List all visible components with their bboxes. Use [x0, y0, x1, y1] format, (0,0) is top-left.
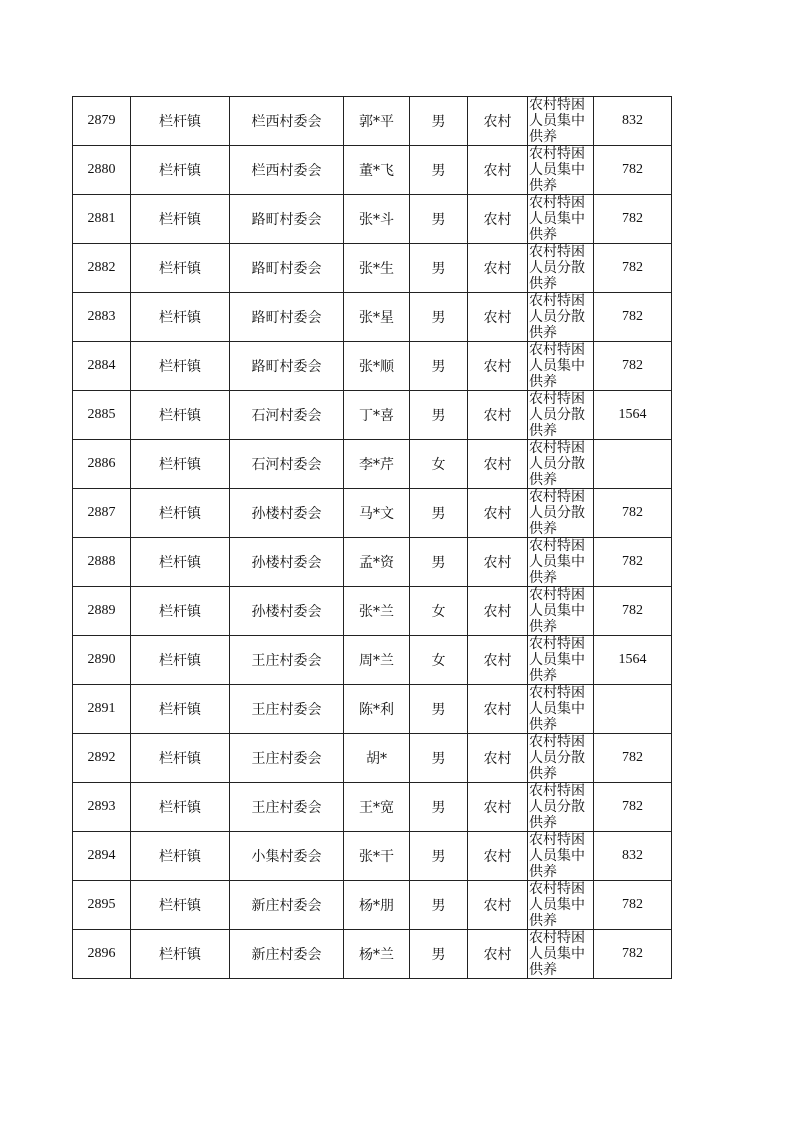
table-row — [73, 97, 672, 146]
table-row — [73, 195, 672, 244]
town-cell: 栏杆镇 — [131, 293, 230, 342]
support-category-text: 农村特困人员集中供养 — [529, 195, 585, 243]
town-cell: 栏杆镇 — [131, 538, 230, 587]
village-committee-cell: 王庄村委会 — [230, 734, 344, 783]
amount-cell — [594, 685, 672, 734]
person-name-cell: 李*芹 — [344, 440, 410, 489]
village-committee-cell: 石河村委会 — [230, 440, 344, 489]
person-name-cell: 郭*平 — [344, 97, 410, 146]
serial-number-cell: 2887 — [73, 489, 131, 538]
area-type-cell: 农村 — [468, 636, 528, 685]
town-cell: 栏杆镇 — [131, 440, 230, 489]
person-name-cell: 张*斗 — [344, 195, 410, 244]
serial-number-cell: 2882 — [73, 244, 131, 293]
table-row — [73, 440, 672, 489]
amount-cell: 832 — [594, 832, 672, 881]
town-cell: 栏杆镇 — [131, 97, 230, 146]
amount-cell — [594, 440, 672, 489]
serial-number-cell: 2879 — [73, 97, 131, 146]
village-committee-cell: 孙楼村委会 — [230, 489, 344, 538]
area-type-cell: 农村 — [468, 97, 528, 146]
amount-cell: 832 — [594, 97, 672, 146]
support-category-text: 农村特困人员集中供养 — [529, 881, 585, 929]
support-category-cell — [528, 783, 594, 832]
amount-cell: 782 — [594, 146, 672, 195]
support-category-cell — [528, 391, 594, 440]
person-name-cell: 张*星 — [344, 293, 410, 342]
area-type-cell: 农村 — [468, 881, 528, 930]
village-committee-cell: 栏西村委会 — [230, 97, 344, 146]
support-category-text: 农村特困人员分散供养 — [529, 391, 585, 439]
table-row — [73, 244, 672, 293]
amount-cell: 782 — [594, 489, 672, 538]
area-type-cell: 农村 — [468, 734, 528, 783]
amount-cell: 782 — [594, 538, 672, 587]
gender-cell: 男 — [410, 930, 468, 979]
village-committee-cell: 栏西村委会 — [230, 146, 344, 195]
gender-cell: 男 — [410, 244, 468, 293]
gender-cell: 男 — [410, 146, 468, 195]
support-category-cell — [528, 734, 594, 783]
town-cell: 栏杆镇 — [131, 832, 230, 881]
serial-number-cell: 2889 — [73, 587, 131, 636]
person-name-cell: 杨*兰 — [344, 930, 410, 979]
gender-cell: 女 — [410, 636, 468, 685]
support-category-text: 农村特困人员集中供养 — [529, 685, 585, 733]
town-cell: 栏杆镇 — [131, 195, 230, 244]
area-type-cell: 农村 — [468, 538, 528, 587]
area-type-cell: 农村 — [468, 391, 528, 440]
person-name-cell: 张*干 — [344, 832, 410, 881]
support-category-text: 农村特困人员集中供养 — [529, 97, 585, 145]
table-row — [73, 146, 672, 195]
gender-cell: 男 — [410, 832, 468, 881]
person-name-cell: 王*宽 — [344, 783, 410, 832]
table-body — [73, 97, 672, 979]
amount-cell: 782 — [594, 930, 672, 979]
support-category-cell — [528, 97, 594, 146]
area-type-cell: 农村 — [468, 685, 528, 734]
support-category-cell — [528, 930, 594, 979]
table-row — [73, 832, 672, 881]
relief-recipients-table — [72, 96, 672, 979]
serial-number-cell: 2891 — [73, 685, 131, 734]
town-cell: 栏杆镇 — [131, 734, 230, 783]
town-cell: 栏杆镇 — [131, 881, 230, 930]
village-committee-cell: 路町村委会 — [230, 195, 344, 244]
serial-number-cell: 2880 — [73, 146, 131, 195]
gender-cell: 男 — [410, 391, 468, 440]
amount-cell: 1564 — [594, 391, 672, 440]
town-cell: 栏杆镇 — [131, 146, 230, 195]
support-category-cell — [528, 685, 594, 734]
village-committee-cell: 路町村委会 — [230, 293, 344, 342]
town-cell: 栏杆镇 — [131, 685, 230, 734]
support-category-cell — [528, 881, 594, 930]
table-row — [73, 587, 672, 636]
support-category-text: 农村特困人员分散供养 — [529, 783, 585, 831]
amount-cell: 782 — [594, 734, 672, 783]
person-name-cell: 董*飞 — [344, 146, 410, 195]
support-category-text: 农村特困人员分散供养 — [529, 734, 585, 782]
support-category-cell — [528, 636, 594, 685]
table-row — [73, 734, 672, 783]
support-category-text: 农村特困人员分散供养 — [529, 489, 585, 537]
village-committee-cell: 王庄村委会 — [230, 636, 344, 685]
serial-number-cell: 2886 — [73, 440, 131, 489]
table-row — [73, 636, 672, 685]
table-row — [73, 342, 672, 391]
support-category-cell — [528, 489, 594, 538]
serial-number-cell: 2894 — [73, 832, 131, 881]
amount-cell: 782 — [594, 195, 672, 244]
support-category-cell — [528, 195, 594, 244]
village-committee-cell: 路町村委会 — [230, 342, 344, 391]
serial-number-cell: 2892 — [73, 734, 131, 783]
support-category-cell — [528, 146, 594, 195]
person-name-cell: 杨*朋 — [344, 881, 410, 930]
support-category-text: 农村特困人员集中供养 — [529, 930, 585, 978]
area-type-cell: 农村 — [468, 930, 528, 979]
area-type-cell: 农村 — [468, 832, 528, 881]
village-committee-cell: 路町村委会 — [230, 244, 344, 293]
village-committee-cell: 王庄村委会 — [230, 783, 344, 832]
area-type-cell: 农村 — [468, 244, 528, 293]
town-cell: 栏杆镇 — [131, 342, 230, 391]
support-category-text: 农村特困人员集中供养 — [529, 587, 585, 635]
gender-cell: 男 — [410, 342, 468, 391]
gender-cell: 男 — [410, 734, 468, 783]
support-category-cell — [528, 244, 594, 293]
village-committee-cell: 小集村委会 — [230, 832, 344, 881]
amount-cell: 782 — [594, 244, 672, 293]
table-row — [73, 489, 672, 538]
area-type-cell: 农村 — [468, 342, 528, 391]
person-name-cell: 周*兰 — [344, 636, 410, 685]
person-name-cell: 张*生 — [344, 244, 410, 293]
village-committee-cell: 新庄村委会 — [230, 881, 344, 930]
area-type-cell: 农村 — [468, 783, 528, 832]
serial-number-cell: 2893 — [73, 783, 131, 832]
gender-cell: 男 — [410, 293, 468, 342]
village-committee-cell: 石河村委会 — [230, 391, 344, 440]
table-row — [73, 538, 672, 587]
person-name-cell: 陈*利 — [344, 685, 410, 734]
table-row — [73, 881, 672, 930]
table-row — [73, 930, 672, 979]
village-committee-cell: 孙楼村委会 — [230, 587, 344, 636]
serial-number-cell: 2883 — [73, 293, 131, 342]
area-type-cell: 农村 — [468, 146, 528, 195]
amount-cell: 782 — [594, 881, 672, 930]
area-type-cell: 农村 — [468, 587, 528, 636]
serial-number-cell: 2881 — [73, 195, 131, 244]
support-category-text: 农村特困人员集中供养 — [529, 832, 585, 880]
gender-cell: 女 — [410, 440, 468, 489]
table-row — [73, 391, 672, 440]
table-row — [73, 783, 672, 832]
gender-cell: 男 — [410, 97, 468, 146]
person-name-cell: 张*兰 — [344, 587, 410, 636]
gender-cell: 男 — [410, 489, 468, 538]
serial-number-cell: 2888 — [73, 538, 131, 587]
support-category-text: 农村特困人员分散供养 — [529, 293, 585, 341]
amount-cell: 782 — [594, 293, 672, 342]
support-category-text: 农村特困人员集中供养 — [529, 146, 585, 194]
table-row — [73, 685, 672, 734]
gender-cell: 男 — [410, 881, 468, 930]
gender-cell: 男 — [410, 783, 468, 832]
gender-cell: 男 — [410, 195, 468, 244]
village-committee-cell: 王庄村委会 — [230, 685, 344, 734]
support-category-text: 农村特困人员分散供养 — [529, 440, 585, 488]
town-cell: 栏杆镇 — [131, 587, 230, 636]
table-row — [73, 293, 672, 342]
person-name-cell: 胡* — [344, 734, 410, 783]
support-category-cell — [528, 538, 594, 587]
town-cell: 栏杆镇 — [131, 636, 230, 685]
amount-cell: 782 — [594, 587, 672, 636]
amount-cell: 782 — [594, 342, 672, 391]
support-category-cell — [528, 440, 594, 489]
gender-cell: 男 — [410, 685, 468, 734]
support-category-text: 农村特困人员分散供养 — [529, 244, 585, 292]
support-category-cell — [528, 587, 594, 636]
amount-cell: 782 — [594, 783, 672, 832]
area-type-cell: 农村 — [468, 293, 528, 342]
serial-number-cell: 2896 — [73, 930, 131, 979]
gender-cell: 男 — [410, 538, 468, 587]
town-cell: 栏杆镇 — [131, 391, 230, 440]
support-category-cell — [528, 832, 594, 881]
person-name-cell: 丁*喜 — [344, 391, 410, 440]
village-committee-cell: 孙楼村委会 — [230, 538, 344, 587]
support-category-text: 农村特困人员集中供养 — [529, 342, 585, 390]
support-category-cell — [528, 342, 594, 391]
town-cell: 栏杆镇 — [131, 244, 230, 293]
person-name-cell: 孟*资 — [344, 538, 410, 587]
area-type-cell: 农村 — [468, 440, 528, 489]
support-category-text: 农村特困人员集中供养 — [529, 538, 585, 586]
serial-number-cell: 2895 — [73, 881, 131, 930]
town-cell: 栏杆镇 — [131, 930, 230, 979]
person-name-cell: 马*文 — [344, 489, 410, 538]
village-committee-cell: 新庄村委会 — [230, 930, 344, 979]
gender-cell: 女 — [410, 587, 468, 636]
town-cell: 栏杆镇 — [131, 489, 230, 538]
area-type-cell: 农村 — [468, 489, 528, 538]
person-name-cell: 张*顺 — [344, 342, 410, 391]
town-cell: 栏杆镇 — [131, 783, 230, 832]
area-type-cell: 农村 — [468, 195, 528, 244]
support-category-text: 农村特困人员集中供养 — [529, 636, 585, 684]
amount-cell: 1564 — [594, 636, 672, 685]
serial-number-cell: 2884 — [73, 342, 131, 391]
serial-number-cell: 2885 — [73, 391, 131, 440]
support-category-cell — [528, 293, 594, 342]
serial-number-cell: 2890 — [73, 636, 131, 685]
